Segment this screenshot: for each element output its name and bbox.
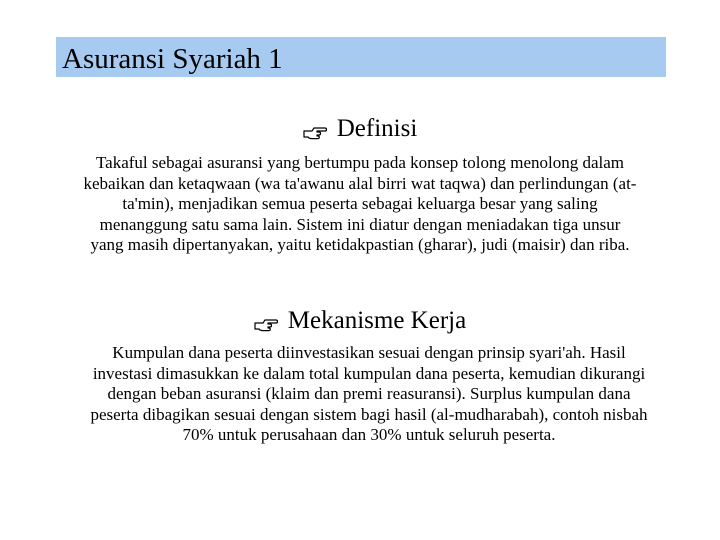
section-heading-text: Mekanisme Kerja [287,307,467,334]
slide-title-bar [56,37,666,77]
section-heading-definisi [0,116,720,141]
slide-title: Asuransi Syariah 1 [62,42,283,75]
hand-pointing-right-icon [303,121,327,137]
section-body-definisi: Takaful sebagai asuransi yang bertumpu pada konsep tolong menolong dalam kebaikan dan ketaqwaan (wa ta'awanu alal birri wat taqwa) dan perlindungan (at-ta'min), menjadikan semua peserta sebagai keluarga besar yang saling menanggung satu sama lain. Sistem ini diatur dengan meniadakan tiga unsur yang masih dipertanyakan, yaitu ketidakpastian (gharar), judi (maisir) dan riba. [83,153,637,254]
section-heading-text: Definisi [336,115,418,142]
hand-pointing-right-icon [254,313,278,329]
section-heading-mekanisme-kerja [0,308,720,333]
section-body-mekanisme-kerja: Kumpulan dana peserta diinvestasikan sesuai dengan prinsip syari'ah. Hasil investasi dimasukkan ke dalam total kumpulan dana peserta, kemudian dikurangi dengan beban asuransi (klaim dan premi reasuransi). Surplus kumpulan dana peserta dibagikan sesuai dengan sistem bagi hasil (al-mudharabah), contoh nisbah 70% untuk perusahaan dan 30% untuk seluruh peserta. [90,343,648,444]
